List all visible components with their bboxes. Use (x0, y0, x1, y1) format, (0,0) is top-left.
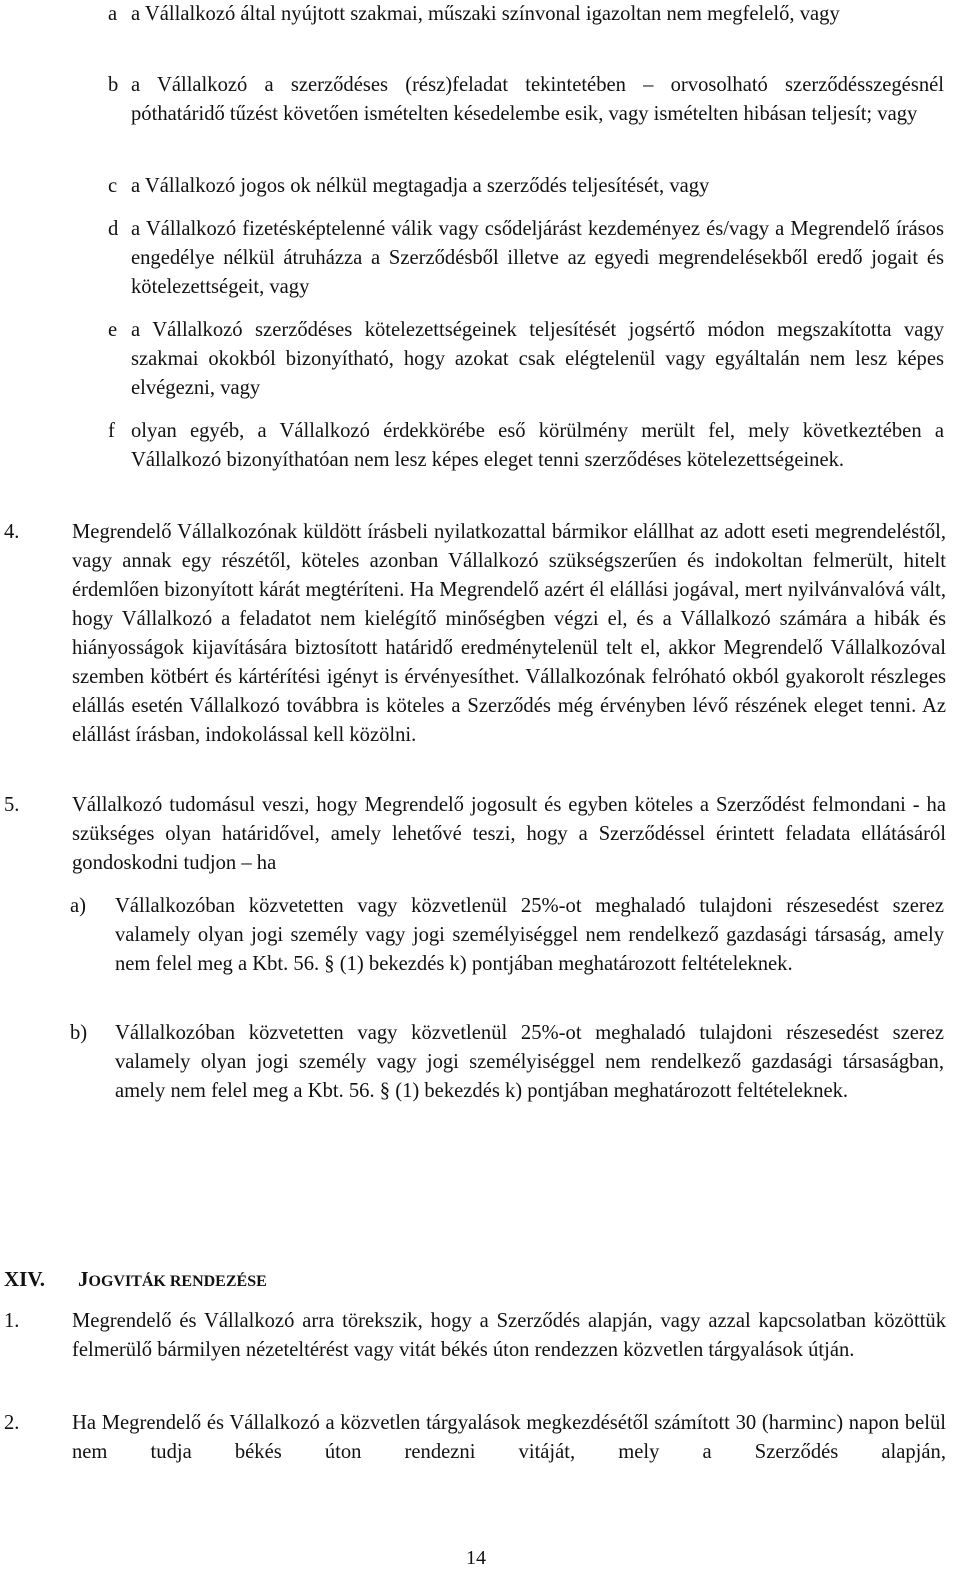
page-number: 14 (466, 1547, 486, 1569)
list-item-text: Vállalkozóban közvetetten vagy közvetlenül 25%-ot meghaladó tulajdoni részesedést szerez valamely olyan jogi személy vagy jogi személyiséggel nem rendelkező gazdasági társaságban, amely nem felel meg a Kbt. 56. § (1) bekezdés k) pontjában meghatározott feltételeknek. (115, 1022, 944, 1102)
paragraph-text: Ha Megrendelő és Vállalkozó a közvetlen tárgyalások megkezdésétől számított 30 (harminc) napon belül nem tudja békés úton rendezni vitáját, mely a Szerződés alapján, (72, 1412, 946, 1463)
list-item-text: a Vállalkozó jogos ok nélkül megtagadja a szerződés teljesítését, vagy (131, 175, 710, 197)
paragraph-number: 5. (4, 794, 20, 816)
list-item-label: a) (70, 895, 86, 917)
paragraph-number: 1. (4, 1310, 20, 1332)
section-title-initial: J (78, 1267, 89, 1291)
list-item-a (108, 0, 944, 29)
section-number: XIV. (4, 1267, 46, 1291)
paragraph-5-item-b (70, 1019, 944, 1106)
paragraph-4 (4, 518, 946, 750)
list-item-d (108, 215, 944, 302)
paragraph-text: Megrendelő és Vállalkozó arra törekszik, hogy a Szerződés alapján, vagy azzal kapcsolatban közöttük felmerülő bármilyen nézeteltérést vagy vitát békés úton rendezzen közvetlen tárgyalások útján. (72, 1310, 946, 1361)
list-item-text: a Vállalkozó szerződéses kötelezettségeinek teljesítését jogsértő módon megszakította vagy szakmai okokból bizonyítható, hogy azokat csak elégtelenül vagy egyáltalán nem lesz képes elvégezni, vagy (131, 319, 944, 399)
list-item-label: f (108, 420, 115, 442)
list-item-e (108, 316, 944, 403)
list-item-label: b (108, 74, 119, 96)
paragraph-5-item-a (70, 892, 944, 979)
list-item-text: a Vállalkozó által nyújtott szakmai, műszaki színvonal igazoltan nem megfelelő, vagy (131, 3, 840, 25)
paragraph-text: Megrendelő Vállalkozónak küldött írásbeli nyilatkozattal bármikor elállhat az adott eseti megrendeléstől, vagy annak egy részétől, köteles azonban Vállalkozó szükségszerűen és indokoltan felmerült, hitelt érdemlően bizonyított kárát megtéríteni. Ha Megrendelő azért él elállási jogával, mert nyilvánvalóvá vált, hogy Vállalkozó a feladatot nem kielégítő minőségben végzi el, és a Vállalkozó számára a hibák és hiányosságok kijavítására biztosított határidő eredménytelenül telt el, akkor Megrendelő Vállalkozóval szemben kötbért és kártérítési igényt is érvényesíthet. Vállalkozónak felróható okból gyakorolt részleges elállás esetén Vállalkozó továbbra is köteles a Szerződés még érvényben lévő részének eleget tenni. Az elállást írásban, indokolással kell közölni. (72, 521, 946, 746)
section-paragraph-2 (4, 1409, 946, 1467)
list-item-label: c (108, 175, 118, 197)
list-item-label: a (108, 3, 118, 25)
list-item-text: Vállalkozóban közvetetten vagy közvetlenül 25%-ot meghaladó tulajdoni részesedést szerez valamely olyan jogi személy vagy jogi személyiséggel nem rendelkező gazdasági társaság, amely nem felel meg a Kbt. 56. § (1) bekezdés k) pontjában meghatározott feltételeknek. (115, 895, 944, 975)
section-heading (4, 1265, 267, 1296)
paragraph-text: Vállalkozó tudomásul veszi, hogy Megrendelő jogosult és egyben köteles a Szerződést felmondani - ha szükséges olyan határidővel, amely lehetővé teszi, hogy a Szerződéssel érintett feladata ellátásáról gondoskodni tudjon – ha (72, 794, 946, 874)
list-item-f (108, 417, 944, 475)
list-item-label: b) (70, 1022, 88, 1044)
list-item-text: a Vállalkozó fizetésképtelenné válik vagy csődeljárást kezdeményez és/vagy a Megrendelő írásos engedélye nélkül átruházza a Szerződésből illetve az egyedi megrendelésekből eredő jogait és kötelezettségeit, vagy (131, 218, 944, 298)
paragraph-number: 2. (4, 1412, 20, 1434)
list-item-text: a Vállalkozó a szerződéses (rész)feladat tekintetében – orvosolható szerződésszegésnél póthatáridő tűzést követően ismételten késedelembe esik, vagy ismételten hibásan teljesít; vagy (131, 74, 944, 125)
section-title-rest: OGVITÁK RENDEZÉSE (88, 1273, 267, 1290)
list-item-label: d (108, 218, 119, 240)
list-item-text: olyan egyéb, a Vállalkozó érdekkörébe eső körülmény merült fel, mely következtében a Vállalkozó bizonyíthatóan nem lesz képes eleget tenni szerződéses kötelezettségeinek. (131, 420, 944, 471)
section-title (78, 1265, 267, 1296)
list-item-label: e (108, 319, 118, 341)
paragraph-5 (4, 791, 946, 878)
list-item-c (108, 172, 944, 201)
list-item-b (108, 71, 944, 129)
paragraph-number: 4. (4, 521, 20, 543)
section-paragraph-1 (4, 1307, 946, 1365)
